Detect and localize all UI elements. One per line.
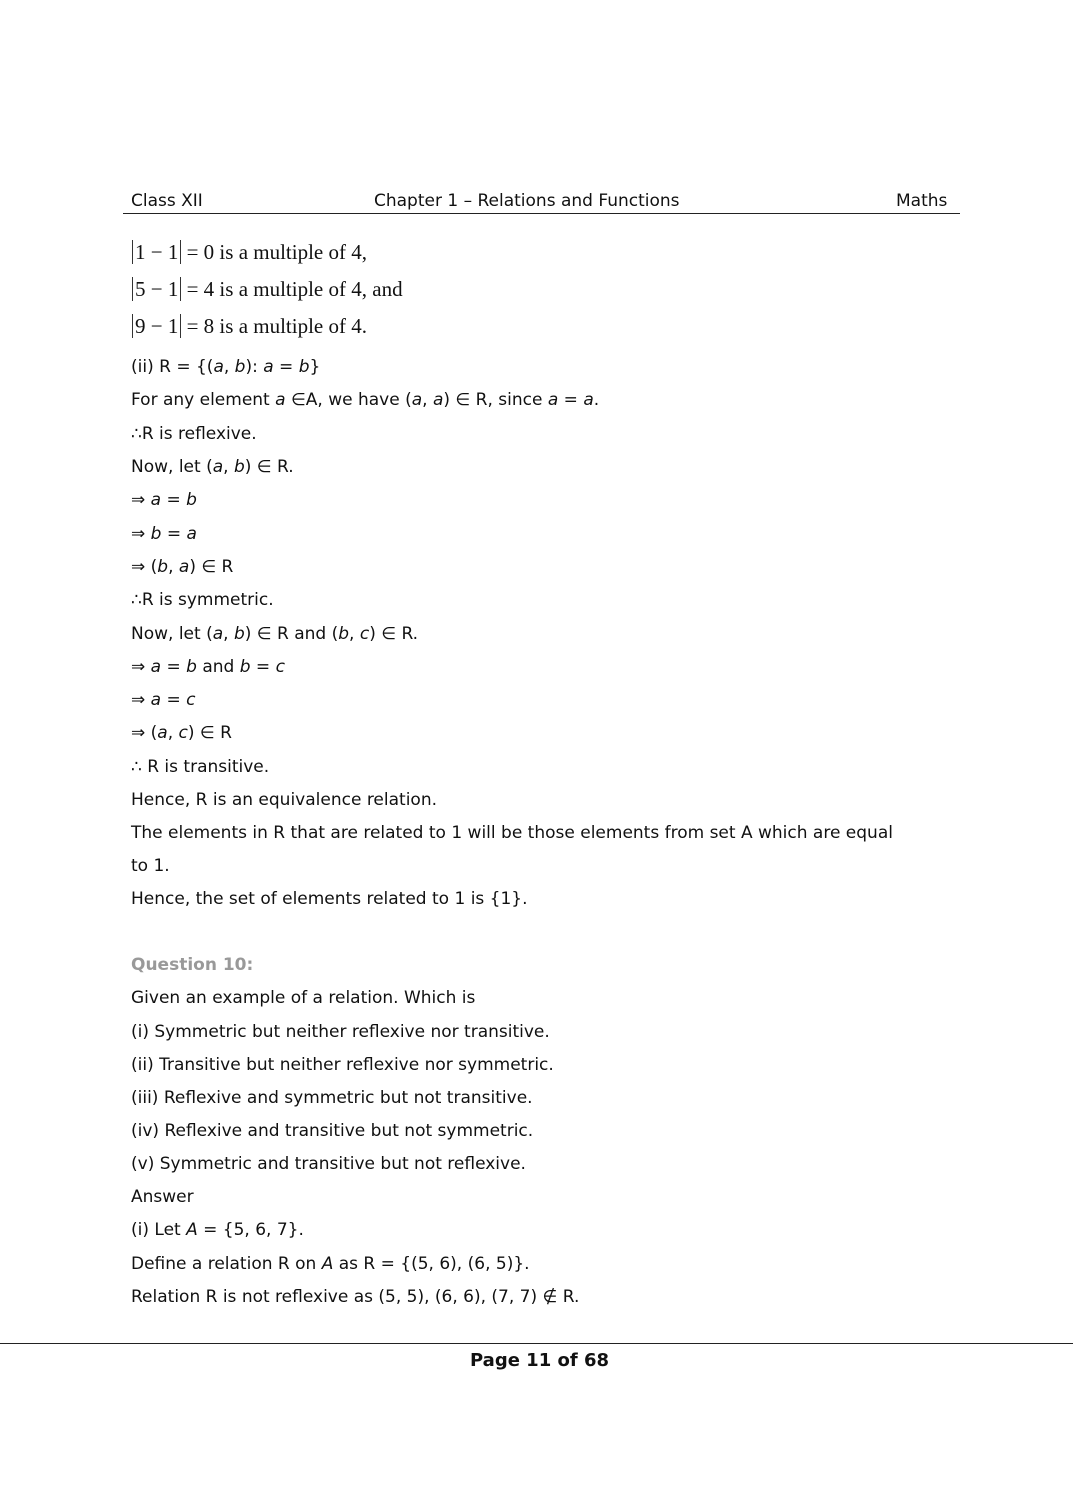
text-segment: ) ∈ R.: [369, 624, 419, 644]
text-line: [131, 1285, 579, 1309]
text-line: [131, 1252, 530, 1276]
text-line: [131, 986, 475, 1010]
math-variable: a: [150, 657, 162, 677]
text-line: [131, 887, 528, 911]
math-variable: a: [213, 357, 224, 377]
text-line: [131, 522, 197, 546]
text-segment: ⇒: [131, 690, 151, 710]
text-segment: The elements in R that are related to 1 will be those elements from set A which are equal: [131, 823, 893, 843]
text-segment: ⇒ (: [131, 557, 158, 577]
text-segment: ,: [168, 557, 179, 577]
math-text: = 0 is a multiple of 4,: [181, 240, 368, 264]
math-variable: c: [178, 723, 188, 743]
header-divider: [123, 213, 960, 214]
text-line: [131, 755, 269, 779]
math-variable: a: [432, 390, 444, 410]
text-line: [131, 1185, 194, 1209]
math-variable: b: [298, 357, 310, 377]
footer-divider: [0, 1343, 1073, 1344]
math-variable: a: [583, 390, 594, 410]
math-variable: b: [186, 490, 197, 510]
text-segment: Define a relation R on: [131, 1254, 322, 1274]
text-line: [131, 1053, 554, 1077]
math-line: [132, 276, 403, 302]
text-segment: = {5, 6, 7}.: [197, 1220, 304, 1240]
math-variable: a: [178, 557, 190, 577]
text-segment: }: [309, 357, 321, 377]
math-variable: A: [186, 1220, 198, 1240]
text-line: [131, 788, 437, 812]
math-variable: A: [321, 1254, 334, 1274]
text-segment: =: [273, 357, 299, 377]
text-line: [131, 1086, 533, 1110]
text-segment: (v) Symmetric and transitive but not reflexive.: [131, 1154, 526, 1174]
absolute-value: 1 − 1: [132, 240, 181, 264]
text-segment: Question 10:: [131, 955, 254, 975]
math-variable: a: [411, 390, 423, 410]
math-variable: a: [186, 524, 197, 544]
text-segment: Relation R is not reflexive as (5, 5), (6, 6), (7, 7) ∉ R.: [131, 1287, 580, 1307]
text-segment: ,: [223, 357, 235, 377]
text-line: [131, 1218, 304, 1242]
text-segment: ) ∈ R.: [244, 457, 294, 477]
math-variable: a: [157, 723, 168, 743]
text-segment: ⇒: [131, 490, 151, 510]
header-class: Class XII: [131, 191, 203, 211]
text-line: [131, 854, 170, 878]
text-segment: Given an example of a relation. Which is: [131, 988, 476, 1008]
text-segment: Now, let (: [131, 624, 213, 644]
text-segment: =: [161, 524, 187, 544]
text-segment: (i) Symmetric but neither reflexive nor transitive.: [131, 1022, 550, 1042]
text-segment: =: [161, 490, 187, 510]
text-segment: Now, let (: [131, 457, 213, 477]
math-variable: a: [212, 457, 224, 477]
text-segment: Answer: [131, 1187, 194, 1207]
text-segment: =: [161, 657, 187, 677]
text-segment: =: [250, 657, 276, 677]
text-segment: ⇒: [131, 657, 151, 677]
math-variable: c: [275, 657, 285, 677]
text-segment: ∴ R is transitive.: [131, 757, 270, 777]
math-variable: a: [150, 490, 162, 510]
math-variable: b: [157, 557, 169, 577]
text-segment: =: [161, 690, 187, 710]
text-segment: (ii) R = {(: [131, 357, 214, 377]
text-segment: ) ∈ R: [189, 557, 234, 577]
math-variable: c: [186, 690, 196, 710]
math-variable: a: [275, 390, 286, 410]
text-segment: as R = {(5, 6), (6, 5)}.: [333, 1254, 530, 1274]
text-line: [131, 455, 294, 479]
math-line: [132, 239, 367, 265]
text-segment: ,: [223, 624, 234, 644]
text-line: [131, 1020, 550, 1044]
text-segment: ∈A, we have (: [285, 390, 412, 410]
text-segment: (i) Let: [131, 1220, 187, 1240]
text-segment: =: [558, 390, 584, 410]
math-variable: a: [547, 390, 559, 410]
math-variable: b: [233, 457, 245, 477]
math-variable: a: [263, 357, 274, 377]
text-segment: ⇒ (: [131, 723, 158, 743]
text-segment: ,: [223, 457, 234, 477]
text-segment: Hence, the set of elements related to 1 is {1}.: [131, 889, 528, 909]
text-segment: (ii) Transitive but neither reflexive nor symmetric.: [131, 1055, 554, 1075]
text-segment: For any element: [131, 390, 276, 410]
text-segment: .: [593, 390, 600, 410]
text-line: [131, 821, 893, 845]
page-number: Page 11 of 68: [469, 1350, 610, 1371]
text-line: [131, 588, 274, 612]
math-line: [132, 313, 367, 339]
text-line: [131, 622, 418, 646]
math-variable: a: [150, 690, 162, 710]
math-variable: b: [233, 624, 245, 644]
text-segment: (iv) Reflexive and transitive but not symmetric.: [131, 1121, 534, 1141]
math-variable: c: [359, 624, 370, 644]
header-chapter: Chapter 1 – Relations and Functions: [374, 191, 680, 211]
text-line: [131, 1119, 533, 1143]
text-line: [131, 1152, 526, 1176]
text-segment: ⇒: [131, 524, 151, 544]
text-segment: ∴R is reflexive.: [131, 424, 257, 444]
text-line: [131, 721, 232, 745]
text-line: [131, 422, 257, 446]
header-subject: Maths: [896, 191, 948, 211]
text-line: [131, 688, 196, 712]
text-segment: ,: [167, 723, 179, 743]
text-segment: to 1.: [131, 856, 170, 876]
text-segment: ) ∈ R: [187, 723, 232, 743]
absolute-value: 5 − 1: [132, 277, 181, 301]
math-variable: b: [234, 357, 246, 377]
question-heading: [131, 953, 253, 977]
text-segment: Hence, R is an equivalence relation.: [131, 790, 437, 810]
text-line: [131, 355, 320, 379]
text-line: [131, 388, 599, 412]
math-variable: b: [150, 524, 162, 544]
text-line: [131, 488, 197, 512]
math-variable: b: [239, 657, 251, 677]
absolute-value: 9 − 1: [132, 314, 181, 338]
text-segment: ,: [349, 624, 360, 644]
math-text: = 4 is a multiple of 4, and: [181, 277, 403, 301]
text-segment: ∴R is symmetric.: [131, 590, 274, 610]
text-segment: (iii) Reflexive and symmetric but not transitive.: [131, 1088, 533, 1108]
text-segment: ) ∈ R and (: [244, 624, 339, 644]
math-variable: a: [212, 624, 224, 644]
math-text: = 8 is a multiple of 4.: [181, 314, 368, 338]
text-segment: ):: [245, 357, 264, 377]
text-line: [131, 555, 233, 579]
text-segment: ) ∈ R, since: [443, 390, 548, 410]
math-variable: b: [338, 624, 350, 644]
text-line: [131, 655, 285, 679]
text-segment: ,: [422, 390, 433, 410]
math-variable: b: [186, 657, 197, 677]
text-segment: and: [196, 657, 240, 677]
